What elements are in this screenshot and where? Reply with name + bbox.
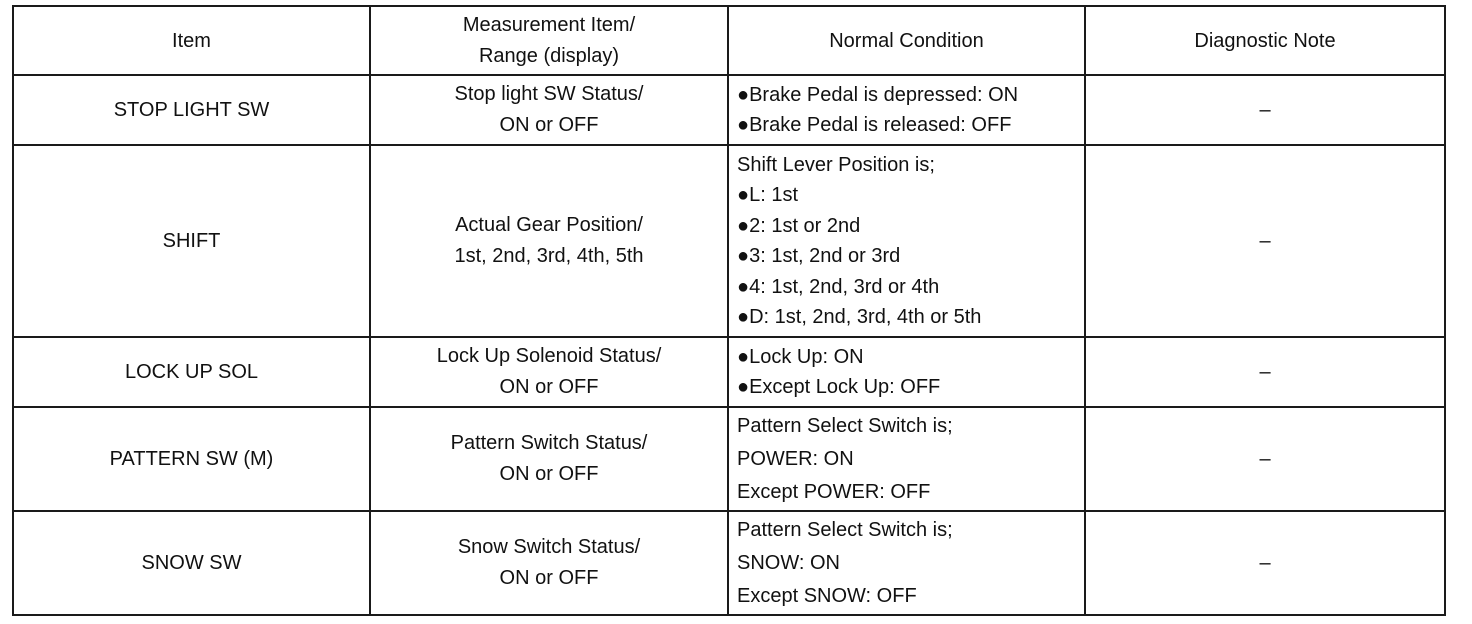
condition-line: ●Brake Pedal is depressed: ON xyxy=(737,83,1019,106)
condition-line: Shift Lever Position is; xyxy=(737,153,935,176)
row-diagnostic-note: – xyxy=(1085,511,1445,615)
row-normal-condition xyxy=(728,407,1085,511)
condition-line: SNOW: ON xyxy=(737,551,840,574)
header-measurement-line2: Range (display) xyxy=(478,44,620,67)
row-measurement xyxy=(370,145,728,337)
row-measurement xyxy=(370,511,728,615)
table-row xyxy=(13,337,1445,407)
row-diagnostic-note: – xyxy=(1085,337,1445,407)
measurement-line2: ON or OFF xyxy=(499,567,599,589)
table-row xyxy=(13,145,1445,337)
measurement-line1: Stop light SW Status/ xyxy=(454,83,644,105)
measurement-line1: Pattern Switch Status/ xyxy=(450,432,648,454)
condition-line: ●4: 1st, 2nd, 3rd or 4th xyxy=(737,275,940,298)
header-normal-condition: Normal Condition xyxy=(728,6,1085,75)
row-normal-condition xyxy=(728,337,1085,407)
header-item: Item xyxy=(13,6,370,75)
measurement-line2: ON or OFF xyxy=(499,463,599,485)
measurement-line1: Lock Up Solenoid Status/ xyxy=(436,345,662,367)
row-item: SHIFT xyxy=(13,145,370,337)
row-item: PATTERN SW (M) xyxy=(13,407,370,511)
row-measurement xyxy=(370,337,728,407)
condition-line: Pattern Select Switch is; xyxy=(737,518,953,541)
row-normal-condition xyxy=(728,511,1085,615)
condition-line: ●Except Lock Up: OFF xyxy=(737,376,941,398)
header-diagnostic-note: Diagnostic Note xyxy=(1085,6,1445,75)
row-item: LOCK UP SOL xyxy=(13,337,370,407)
condition-line: ●3: 1st, 2nd or 3rd xyxy=(737,245,901,267)
condition-line: Pattern Select Switch is; xyxy=(737,414,953,437)
condition-line: ●Brake Pedal is released: OFF xyxy=(737,114,1012,136)
row-measurement xyxy=(370,407,728,511)
table-row xyxy=(13,75,1445,145)
measurement-line2: 1st, 2nd, 3rd, 4th, 5th xyxy=(454,245,644,267)
measurement-line2: ON or OFF xyxy=(499,376,599,398)
measurement-line2: ON or OFF xyxy=(499,114,599,136)
row-diagnostic-note: – xyxy=(1085,75,1445,145)
measurement-line1: Snow Switch Status/ xyxy=(457,536,641,558)
condition-line: POWER: ON xyxy=(737,447,854,470)
condition-line: ●Lock Up: ON xyxy=(737,345,864,368)
measurement-line1: Actual Gear Position/ xyxy=(455,214,643,236)
table-row xyxy=(13,511,1445,615)
condition-line: ●2: 1st or 2nd xyxy=(737,214,861,237)
condition-line: Except SNOW: OFF xyxy=(737,584,917,607)
header-measurement xyxy=(370,6,728,75)
row-diagnostic-note: – xyxy=(1085,145,1445,337)
condition-line: ●L: 1st xyxy=(737,184,798,206)
row-item: STOP LIGHT SW xyxy=(13,75,370,145)
table-row xyxy=(13,407,1445,511)
condition-line: Except POWER: OFF xyxy=(737,480,931,503)
table-header-row xyxy=(13,6,1445,75)
row-measurement xyxy=(370,75,728,145)
row-normal-condition xyxy=(728,75,1085,145)
row-diagnostic-note: – xyxy=(1085,407,1445,511)
condition-line: ●D: 1st, 2nd, 3rd, 4th or 5th xyxy=(737,306,982,328)
header-measurement-line1: Measurement Item/ xyxy=(462,13,636,36)
row-item: SNOW SW xyxy=(13,511,370,615)
row-normal-condition xyxy=(728,145,1085,337)
diagnostic-data-table xyxy=(12,5,1446,616)
